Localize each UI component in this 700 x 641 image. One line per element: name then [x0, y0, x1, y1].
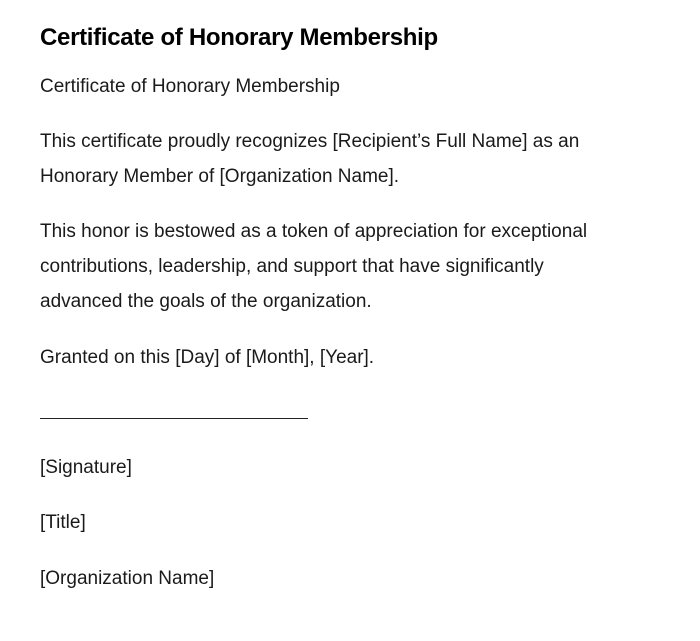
signature-line: [40, 418, 308, 419]
appreciation-paragraph: This honor is bestowed as a token of appreciation for exceptional contributions, leadership, and support that have significantly advanced the goals of the organization.: [40, 221, 588, 312]
title-placeholder: [Title]: [40, 512, 86, 533]
organization-placeholder: [Organization Name]: [40, 568, 215, 589]
signature-placeholder: [Signature]: [40, 457, 132, 478]
document-heading: Certificate of Honorary Membership: [40, 24, 438, 51]
recognition-paragraph: This certificate proudly recognizes [Recipient’s Full Name] as an Honorary Member of [Organization Name].: [40, 131, 580, 187]
granted-date-paragraph: Granted on this [Day] of [Month], [Year].: [40, 347, 375, 368]
document-subtitle: Certificate of Honorary Membership: [40, 76, 340, 97]
